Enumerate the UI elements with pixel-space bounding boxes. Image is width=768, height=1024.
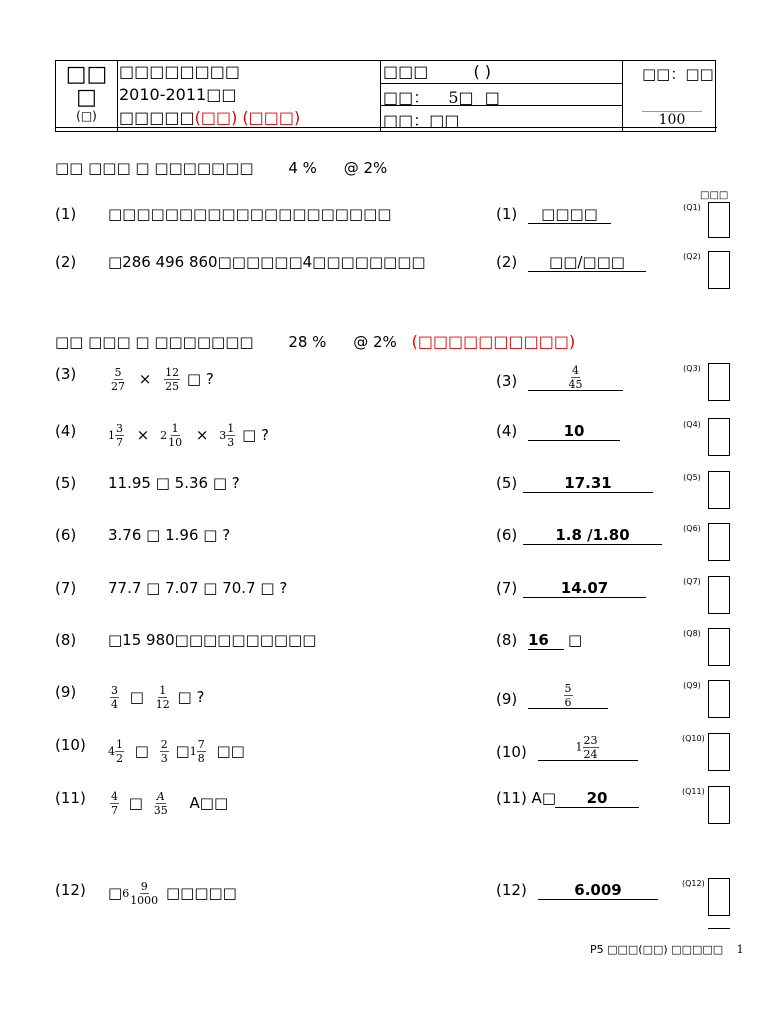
question-expression: 4 $\frac{1}{2}$ □ $\frac{2}{3}$ □1 $\frac{7}{8}$ □□ — [108, 738, 245, 765]
score-box[interactable] — [708, 680, 730, 718]
class-suffix: □ — [484, 88, 500, 107]
fraction: $\frac{5}{27}$ — [111, 366, 125, 393]
year-suffix: □□ — [206, 85, 237, 104]
question-number: (3) — [55, 365, 77, 383]
name-paren: ( ) — [473, 62, 492, 81]
question-text: □286 496 860□□□□□□4□□□□□□□□ — [108, 253, 426, 271]
answer-number: (4) — [496, 422, 518, 440]
question-suffix: □ ? — [177, 688, 205, 706]
question-tag: (Q6) — [683, 524, 701, 533]
question-tag: (Q2) — [683, 252, 701, 261]
answer-value — [528, 364, 623, 391]
score-box[interactable] — [708, 628, 730, 666]
question-tag: (Q11) — [682, 787, 705, 796]
section-title: □□ □□□ □ □□□□□□□ — [55, 333, 254, 351]
question-expression — [108, 366, 214, 393]
question-expression: $\frac{3}{4}$ □ $\frac{1}{12}$ □ ? — [111, 684, 205, 711]
score-box[interactable] — [708, 202, 730, 238]
question-text: 11.95 □ 5.36 □ ? — [108, 474, 240, 492]
answer-value: 16 — [528, 631, 564, 650]
question-tag: (Q5) — [683, 473, 701, 482]
question-suffix: □ ? — [242, 426, 269, 444]
fraction: $\frac{4}{45}$ — [568, 364, 583, 391]
exam-title-main: □□□□□ — [119, 108, 195, 127]
question-tag: (Q9) — [683, 681, 701, 690]
question-tag: (Q12) — [682, 879, 705, 888]
divider — [117, 61, 118, 131]
answer-number: (12) — [496, 881, 527, 899]
question-number: (7) — [55, 579, 77, 597]
answer-number: (3) — [496, 372, 518, 390]
score-box[interactable] — [708, 418, 730, 456]
question-text: □15 980□□□□□□□□□□ — [108, 631, 317, 649]
question-suffix: □ ? — [186, 370, 214, 388]
question-tag: (Q4) — [683, 420, 701, 429]
question-tag: (Q7) — [683, 577, 701, 586]
question-number: (4) — [55, 422, 77, 440]
question-number: (5) — [55, 474, 77, 492]
question-expression: 1 $\frac{3}{7}$ × 2 $\frac{1}{10}$ × 3 $\frac{1}{3}$ □ ? — [108, 422, 269, 449]
question-suffix: □□ — [216, 742, 245, 760]
question-suffix: A□□ — [189, 794, 229, 812]
score-box[interactable] — [708, 523, 730, 561]
section-2-heading — [55, 332, 575, 351]
section-1-heading — [55, 159, 387, 177]
question-number: (12) — [55, 881, 86, 899]
section-each: @ 2% — [343, 159, 388, 177]
operator: × — [138, 370, 152, 388]
question-suffix: □□□□□ — [165, 884, 237, 902]
question-tag: (Q8) — [683, 629, 701, 638]
divider — [380, 61, 381, 131]
answer-value: 6.009 — [538, 881, 658, 900]
answer-value: 20 — [555, 789, 639, 808]
divider — [380, 83, 622, 84]
name-field — [383, 62, 491, 81]
score-label: □□：□□ — [642, 65, 714, 83]
score-total: 100 — [658, 112, 686, 128]
answer-unit: □ — [568, 631, 583, 649]
question-tag: (Q3) — [683, 364, 701, 373]
date-field: □□：□□ — [383, 111, 460, 130]
answer-value: 1.8 /1.80 — [523, 526, 662, 545]
school-name: □□□□□□□□ — [119, 62, 240, 81]
answer-value: □□□□ — [528, 205, 611, 224]
section-note: (□□□□□□□□□□) — [411, 332, 576, 351]
answer-value: $\frac{5}{6}$ — [528, 682, 608, 709]
footer-text: P5 □□□(□□) □□□□□ — [590, 943, 724, 956]
answer-number: (10) — [496, 743, 527, 761]
answer-value: 17.31 — [523, 474, 653, 493]
answer-number: (11) A□ — [496, 789, 556, 807]
answer-number: (2) — [496, 253, 518, 271]
answer-number: (6) — [496, 526, 518, 544]
question-tag: (Q10) — [682, 734, 705, 743]
question-expression: □6 $\frac{9}{1000}$ □□□□□ — [108, 880, 237, 907]
score-box[interactable] — [708, 471, 730, 509]
class-value: 5□ — [448, 88, 474, 107]
question-number: (11) — [55, 789, 86, 807]
logo-text: (□) — [76, 109, 97, 123]
score-box[interactable] — [708, 786, 730, 824]
answer-value: 10 — [528, 422, 620, 441]
score-box[interactable] — [708, 251, 730, 289]
answer-value: 1 $\frac{23}{24}$ — [538, 734, 638, 761]
section-percent: 28 % — [288, 333, 327, 351]
answer-value: 14.07 — [523, 579, 646, 598]
logo-text: □ — [76, 85, 97, 110]
header-table — [55, 60, 716, 132]
question-number: (10) — [55, 736, 86, 754]
exam-title-red: (□□) — [194, 108, 238, 127]
question-text: □□□□□□□□□□□□□□□□□□□□ — [108, 205, 392, 223]
school-logo — [59, 63, 114, 123]
question-tag: (Q1) — [683, 203, 701, 212]
page-number: 1 — [736, 943, 744, 956]
divider — [708, 928, 730, 929]
question-expression: $\frac{4}{7}$ □ $\frac{A}{35}$ A□□ — [111, 790, 229, 817]
score-box[interactable] — [708, 878, 730, 916]
exam-title-red: (□□□) — [242, 108, 301, 127]
question-number: (2) — [55, 253, 77, 271]
fraction: $\frac{12}{25}$ — [165, 366, 180, 393]
question-number: (6) — [55, 526, 77, 544]
name-label: □□□ — [383, 62, 429, 81]
section-each: @ 2% — [353, 333, 397, 351]
page-footer — [590, 943, 744, 956]
question-number: (9) — [55, 683, 77, 701]
answer-number: (9) — [496, 690, 518, 708]
question-text: 3.76 □ 1.96 □ ? — [108, 526, 231, 544]
question-number: (1) — [55, 205, 77, 223]
score-box[interactable] — [708, 733, 730, 771]
section-title: □□ □□□ □ □□□□□□□ — [55, 159, 254, 177]
class-label: □□： — [383, 88, 430, 107]
answer-number: (5) — [496, 474, 518, 492]
year-text: 2010-2011 — [119, 85, 207, 104]
answer-value: □□/□□□ — [528, 253, 646, 272]
logo-text: □□ — [65, 62, 108, 87]
answer-number: (1) — [496, 205, 518, 223]
question-number: (8) — [55, 631, 77, 649]
question-text: 77.7 □ 7.07 □ 70.7 □ ? — [108, 579, 288, 597]
exam-title — [119, 108, 300, 127]
score-column-header: □□□ — [700, 190, 729, 201]
score-box[interactable] — [708, 363, 730, 401]
answer-number: (8) — [496, 631, 518, 649]
school-year — [119, 85, 236, 104]
score-box[interactable] — [708, 576, 730, 614]
divider — [622, 61, 623, 131]
section-percent: 4 % — [288, 159, 317, 177]
class-field — [383, 85, 500, 108]
answer-number: (7) — [496, 579, 518, 597]
